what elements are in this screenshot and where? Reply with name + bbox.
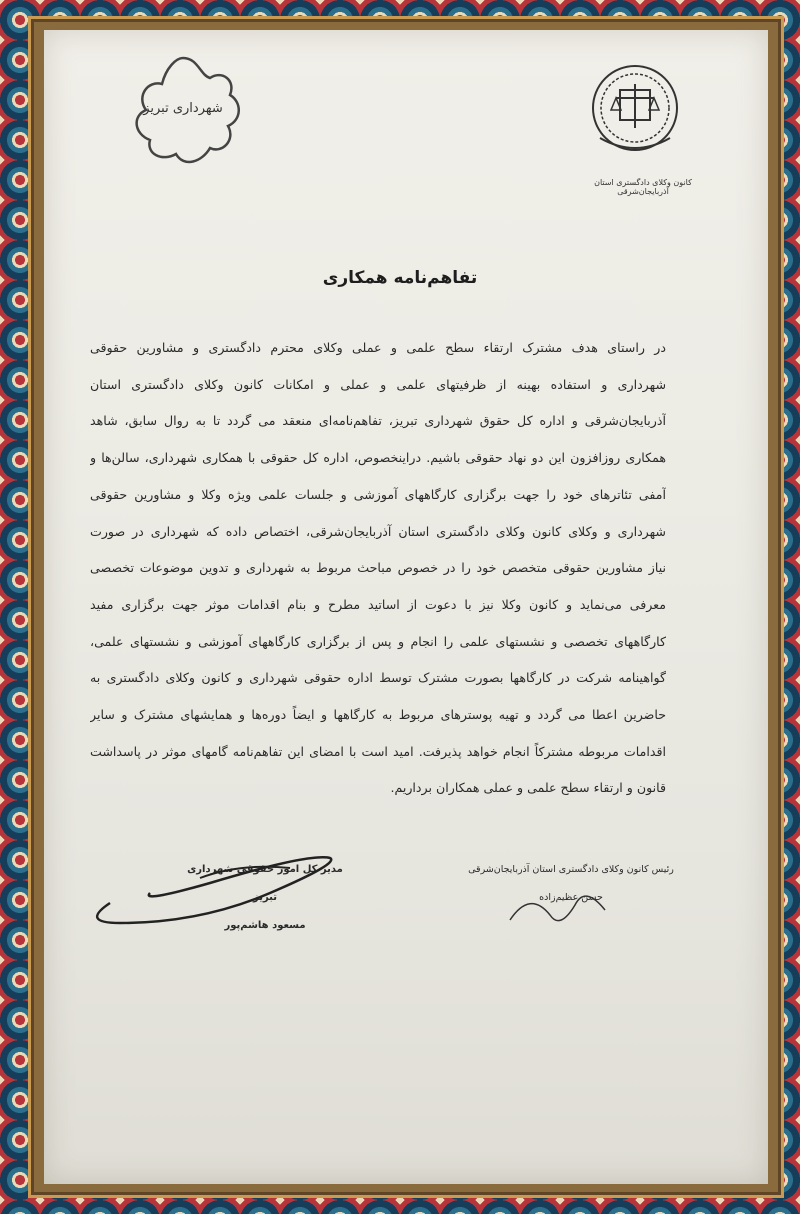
tabriz-municipality-logo-icon	[118, 50, 248, 180]
bar-association-seal-icon	[580, 48, 690, 198]
body-line: گواهینامه شرکت در کارگاهها بصورت مشترک توسط اداره حقوقی شهرداری و کانون وکلای دادگستری به	[90, 670, 666, 686]
body-line: نیاز مشاورین حقوقی متخصص خود را در خصوص مباحث مربوط به شهرداری و تدوین موضوعات تخصصی	[90, 560, 666, 576]
logo-text: شهرداری تبریز	[143, 101, 223, 116]
body-line: اقدامات مربوطه مشترکاً انجام خواهد پذیرفت. امید است با امضای این تفاهم‌نامه گامهای موثر در پاسداشت	[90, 743, 666, 759]
signatory-title: رئیس کانون وکلای دادگستری استان آذربایجان‌شرقی	[468, 864, 674, 875]
seal-caption: کانون وکلای دادگستری استان آذربایجان‌شرقی	[594, 178, 692, 196]
signature-scribble-icon	[80, 848, 350, 928]
body-line: شهرداری و وکلای کانون وکلای دادگستری استان آذربایجان‌شرقی، اختصاص داده که شهرداری در صورت	[90, 523, 666, 539]
signatory-name: مسعود هاشم‌پور	[224, 920, 306, 931]
signature-scribble-icon	[500, 880, 620, 940]
body-line: قانون و ارتقاء سطح علمی و عملی همکاران برداریم.	[390, 780, 666, 796]
signatory-name: حسن عظیم‌زاده	[539, 892, 603, 903]
body-line: حاضرین اعطا می گردد و تهیه پوسترهای مربوط به کارگاهها و ایضاً دوره‌ها و همایشهای مشترک و سایر	[90, 707, 666, 723]
body-line: همکاری روزافزون این دو نهاد حقوقی باشیم. دراینخصوص، اداره کل حقوقی با همکاری شهرداری، سالن‌ها و	[90, 450, 666, 466]
body-line: شهرداری و استفاده بهینه از ظرفیتهای علمی و عملی و امکانات کانون وکلای دادگستری استان	[90, 376, 666, 392]
document-title: تفاهم‌نامه همکاری	[322, 268, 478, 288]
body-line: آمفی تئاترهای خود را جهت برگزاری کارگاههای آموزشی و جلسات علمی ویژه وکلا و مشاورین حقوقی	[90, 486, 666, 502]
body-line: آذربایجان‌شرقی و اداره کل حقوق شهرداری تبریز، تفاهم‌نامه‌ای منعقد می گردد تا به روال سابق، شاهد	[90, 413, 666, 429]
document-body	[90, 330, 666, 807]
signatory-title: مدیر کل امور حقوقی شهرداری تبریز	[187, 864, 343, 903]
body-line: معرفی می‌نماید و کانون وکلا نیز با دعوت از اساتید مطرح و بنام اقدامات موثر جهت برگزاری مفید	[90, 596, 666, 612]
body-line: در راستای هدف مشترک ارتقاء سطح علمی و عملی وکلای محترم دادگستری و مشاورین حقوقی	[90, 340, 666, 355]
body-line: کارگاههای تخصصی و نشستهای علمی را انجام و پس از برگزاری کارگاههای آموزشی و نشستهای علمی،	[90, 633, 666, 649]
